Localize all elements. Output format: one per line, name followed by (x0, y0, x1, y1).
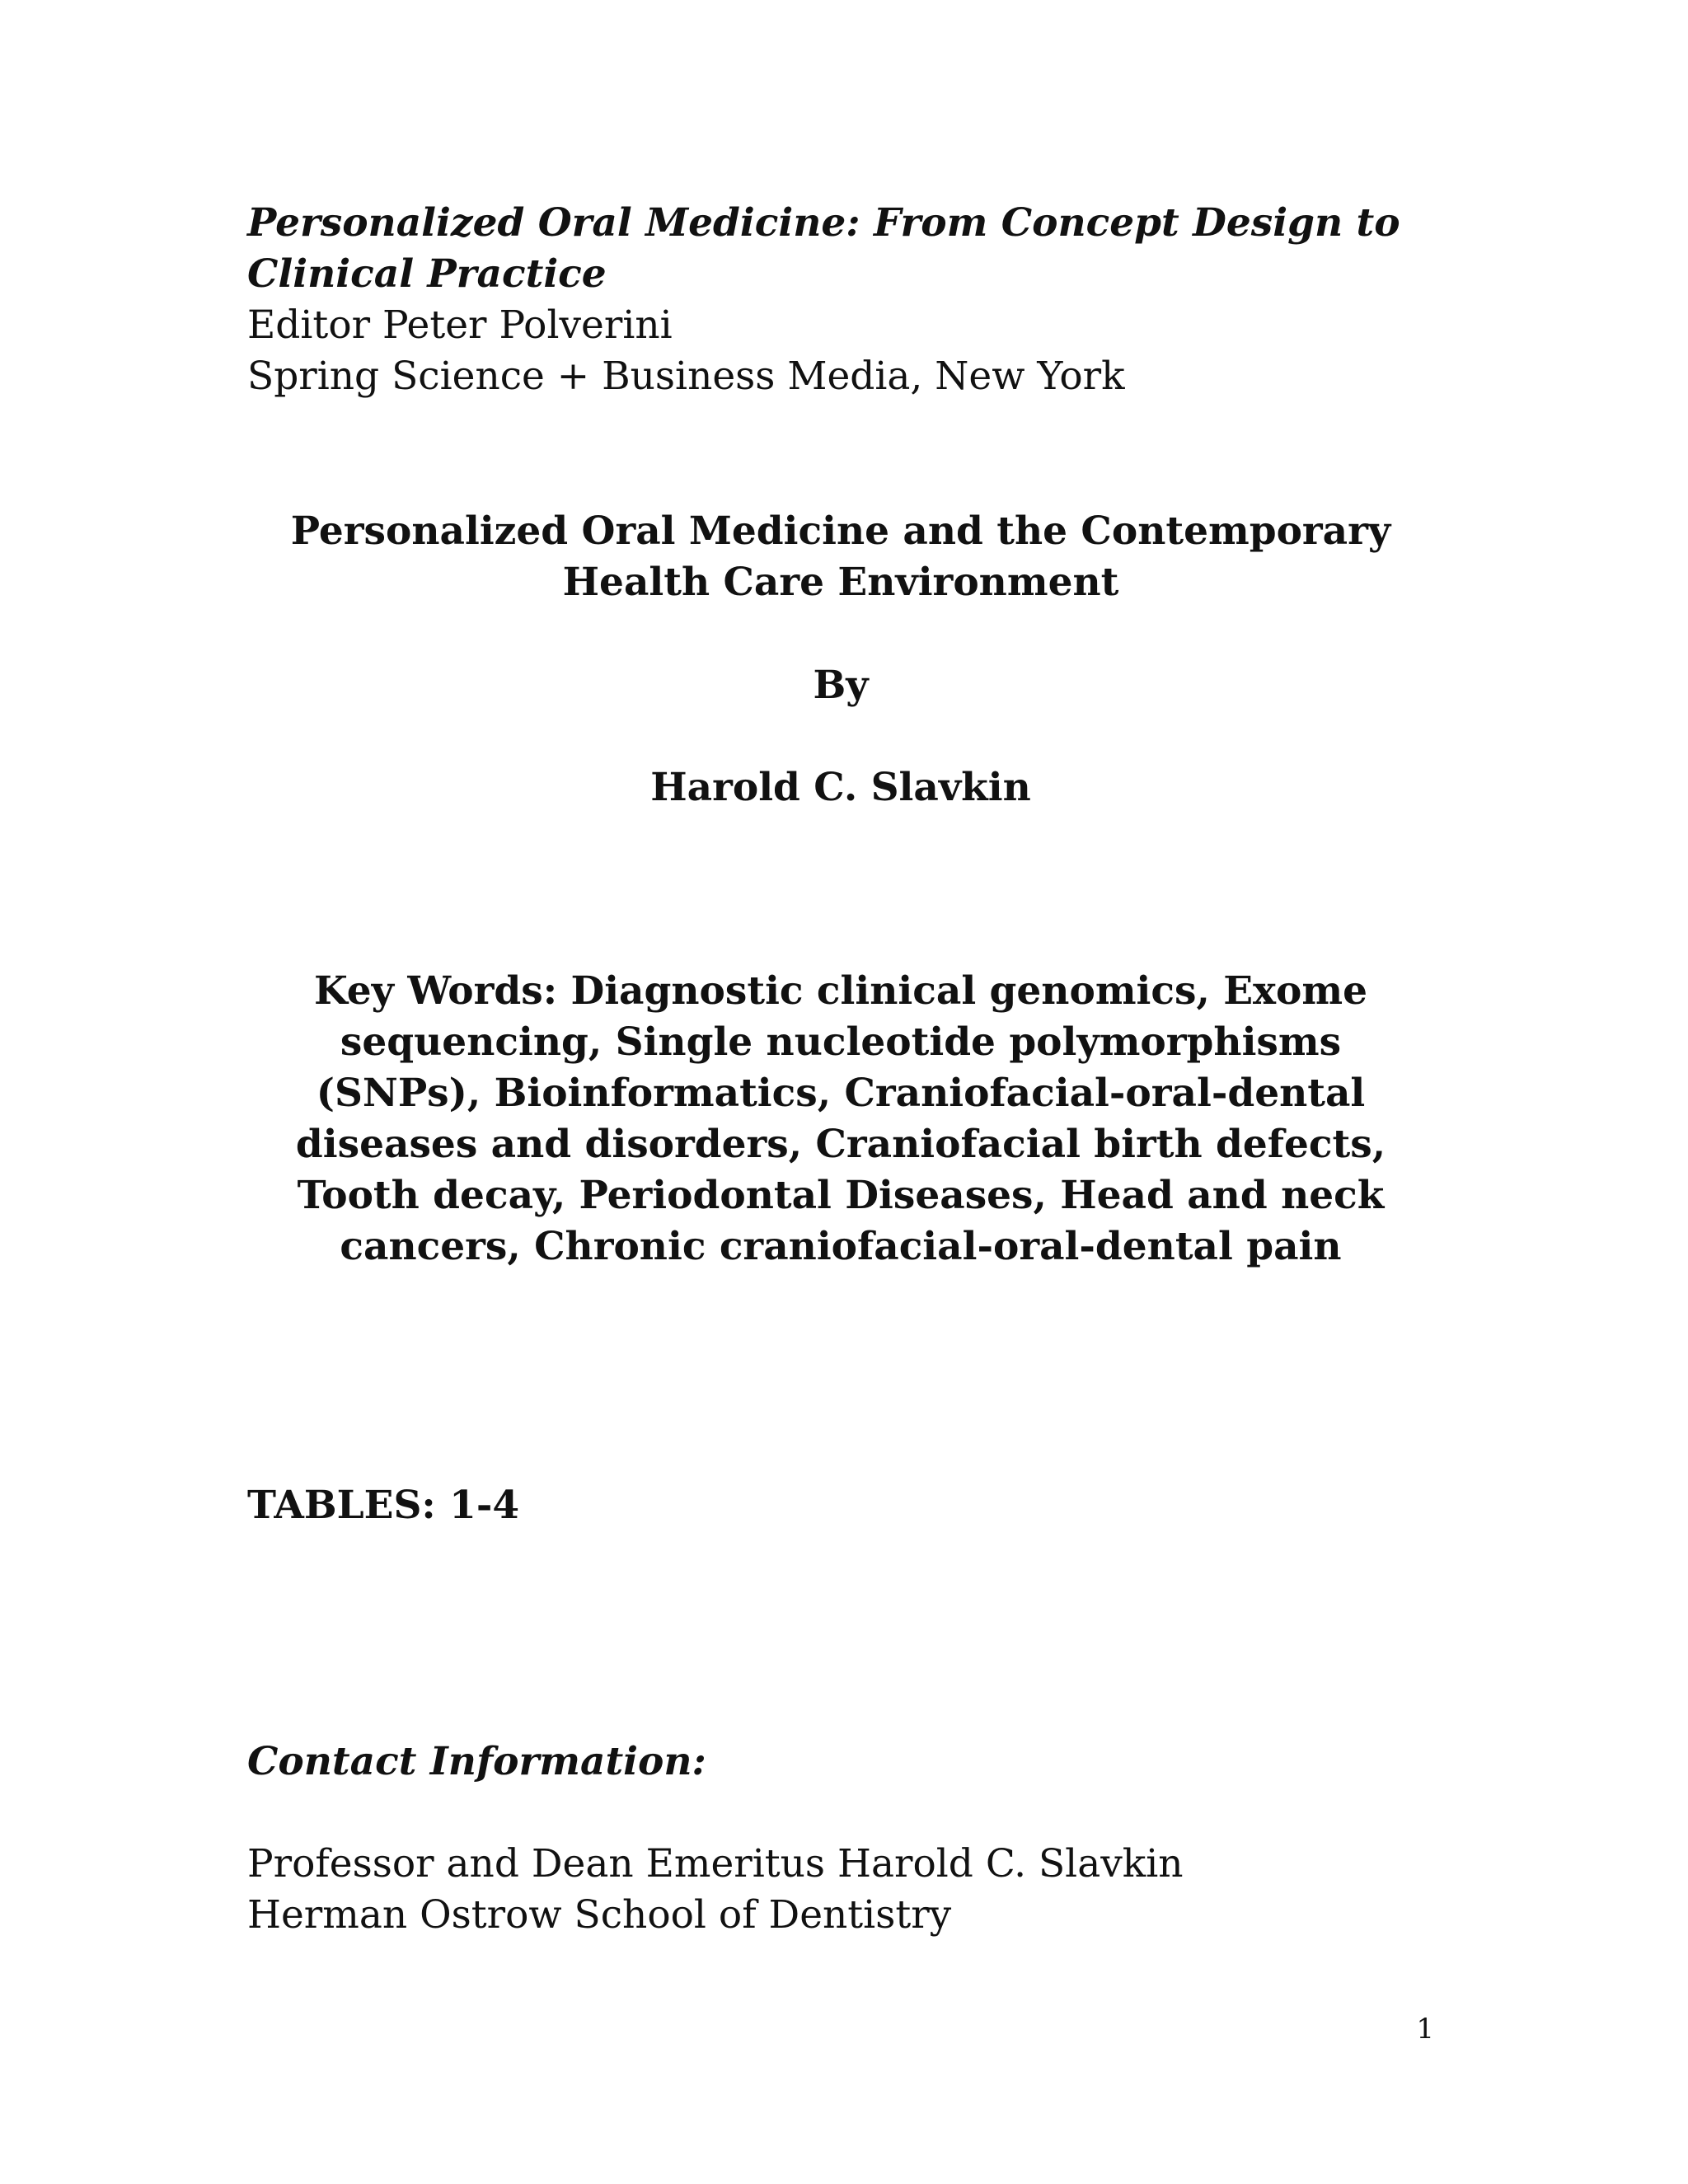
book-editor: Editor Peter Polverini (247, 302, 673, 348)
page-number: 1 (1416, 2013, 1434, 2046)
by-label: By (813, 663, 869, 708)
contact-heading: Contact Information: (247, 1739, 706, 1784)
contact-institution-line: Herman Ostrow School of Dentistry (247, 1892, 952, 1938)
tables-label: TABLES: 1-4 (247, 1483, 520, 1528)
keywords-paragraph: Key Words: Diagnostic clinical genomics, Exome sequencing, Single nucleotide polymorphisms (SNPs), Bioinformatics, Craniofacial-oral-dental diseases and disorders, Craniofacial birth defects, Tooth decay, Periodontal Diseases, Head and neck cancers, Chronic craniofacial-oral-dental pain (295, 968, 1386, 1269)
book-title: Personalized Oral Medicine: From Concept Design to Clinical Practice (247, 200, 1400, 297)
chapter-title: Personalized Oral Medicine and the Contemporary Health Care Environment (290, 509, 1391, 605)
author-name: Harold C. Slavkin (650, 765, 1031, 810)
contact-name-line: Professor and Dean Emeritus Harold C. Slavkin (247, 1841, 1184, 1886)
book-publisher: Spring Science + Business Media, New York (247, 354, 1125, 399)
